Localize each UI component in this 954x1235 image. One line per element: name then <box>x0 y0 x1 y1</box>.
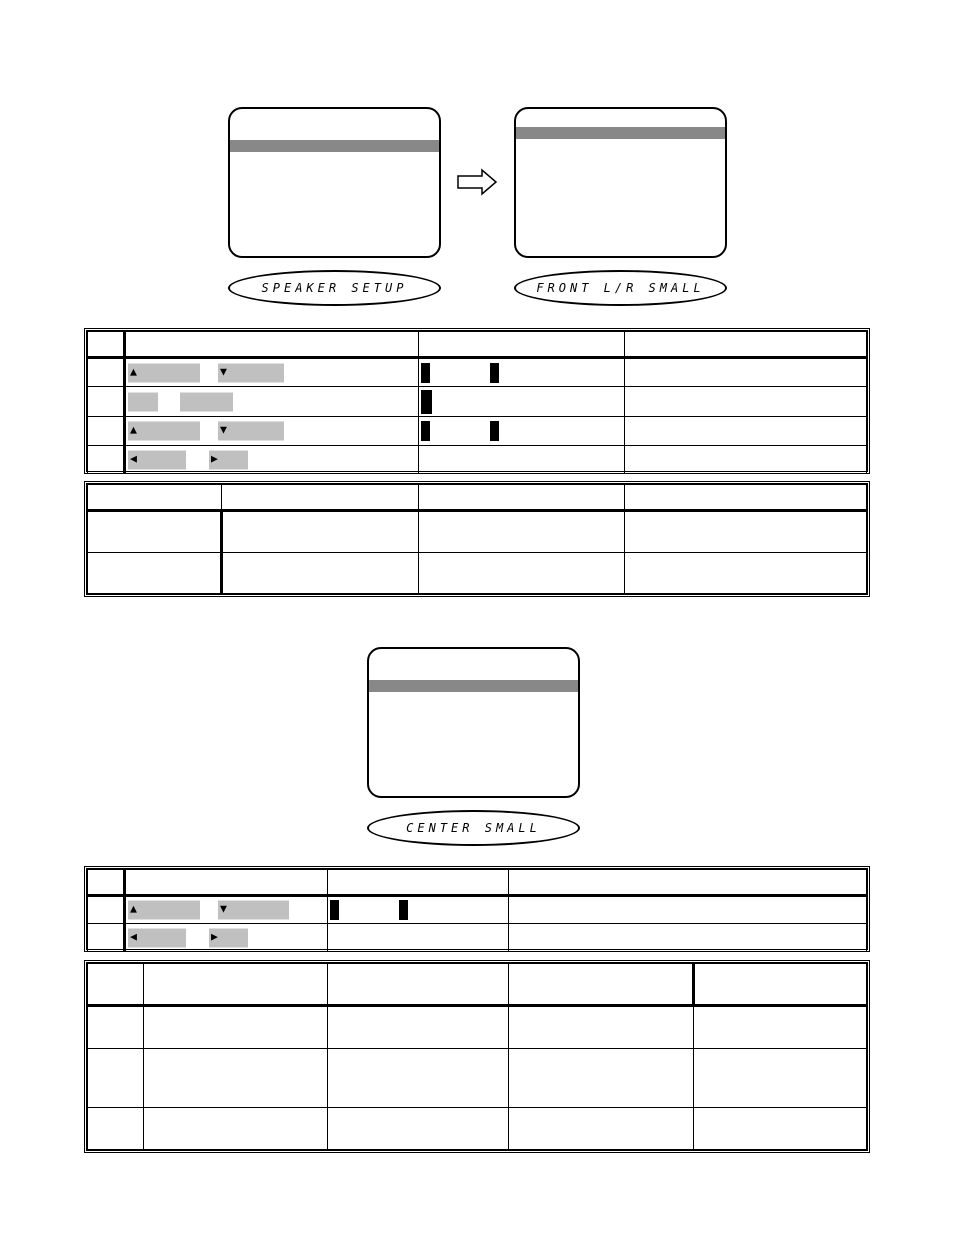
highlight-bar <box>516 127 725 139</box>
left-button[interactable] <box>128 450 186 469</box>
down-button[interactable] <box>218 363 284 382</box>
vfd-text: SPEAKER SETUP <box>261 281 408 295</box>
up-button[interactable] <box>128 901 200 920</box>
key-button[interactable] <box>180 392 233 411</box>
up-icon: ▲ <box>130 367 137 377</box>
up-button[interactable] <box>128 363 200 382</box>
down-button[interactable] <box>218 901 289 920</box>
left-icon: ◀ <box>130 932 137 942</box>
down-icon: ▼ <box>220 425 227 436</box>
vfd-display-speaker-setup <box>228 270 441 306</box>
highlight-bar <box>369 680 578 692</box>
down-icon: ▼ <box>220 367 227 377</box>
right-button[interactable] <box>209 928 248 947</box>
cursor-marker <box>490 363 499 383</box>
right-arrow-icon <box>456 168 498 196</box>
settings-table-front <box>84 481 870 597</box>
up-icon: ▲ <box>130 425 137 436</box>
osd-screen-speaker-setup <box>228 107 441 258</box>
down-icon: ▼ <box>220 904 227 915</box>
key-button[interactable] <box>128 392 158 411</box>
cursor-marker <box>330 900 339 920</box>
vfd-display-center-small <box>367 810 580 846</box>
vfd-text: CENTER SMALL <box>406 821 541 835</box>
cursor-marker <box>421 363 430 383</box>
steps-table-front <box>84 328 870 474</box>
cursor-marker <box>490 421 499 441</box>
up-icon: ▲ <box>130 904 137 915</box>
cursor-marker <box>421 421 430 441</box>
right-button[interactable] <box>209 450 248 469</box>
vfd-text: FRONT L/R SMALL <box>536 281 705 295</box>
cursor-marker <box>421 390 432 414</box>
osd-screen-center-small <box>367 647 580 798</box>
steps-table-center <box>84 866 870 952</box>
up-button[interactable] <box>128 422 200 441</box>
left-icon: ◀ <box>130 454 137 464</box>
right-icon: ▶ <box>211 454 218 464</box>
right-icon: ▶ <box>211 932 218 942</box>
vfd-display-front-lr-small <box>514 270 727 306</box>
down-button[interactable] <box>218 422 284 441</box>
highlight-bar <box>230 140 439 152</box>
left-button[interactable] <box>128 928 186 947</box>
settings-table-center <box>84 960 870 1153</box>
osd-screen-front-lr-small <box>514 107 727 258</box>
cursor-marker <box>399 900 408 920</box>
